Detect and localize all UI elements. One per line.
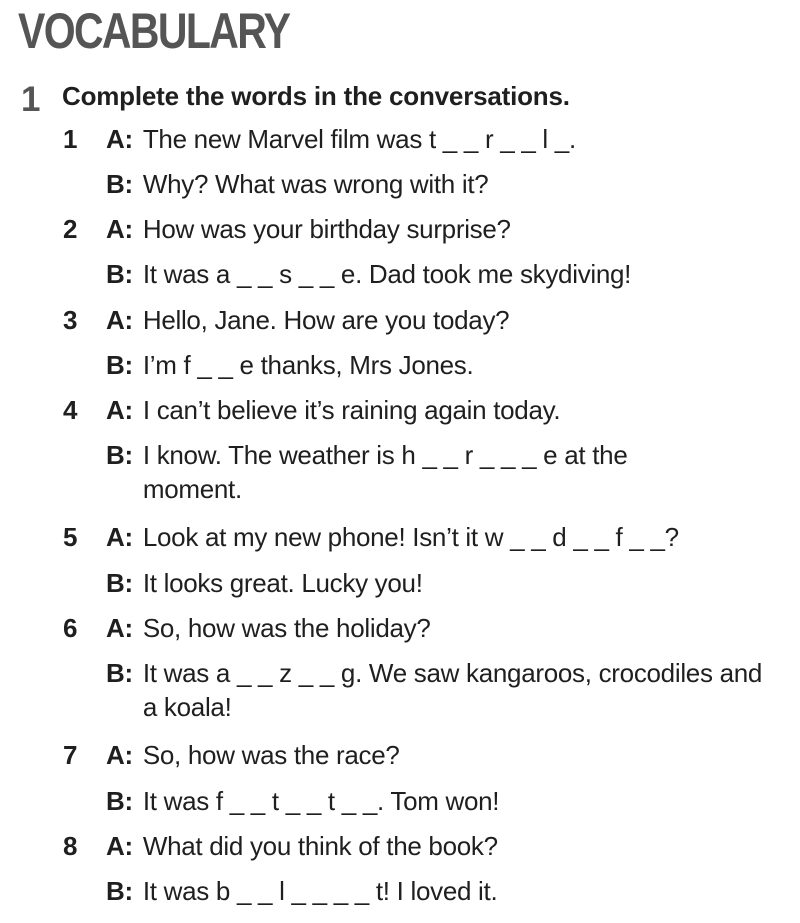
line-text: It was b _ _ l _ _ _ _ t! I loved it. — [142, 876, 498, 906]
line-text: I can’t believe it’s raining again today. — [142, 395, 561, 425]
item-number: 3 — [63, 305, 78, 335]
line-text: Look at my new phone! Isn’t it w _ _ d _ _ f _ _? — [142, 522, 679, 552]
item-number: 7 — [63, 740, 78, 770]
line-b — [106, 257, 631, 291]
line-b — [106, 566, 423, 600]
speaker-label: A: — [106, 395, 133, 425]
line-text: It looks great. Lucky you! — [142, 568, 423, 598]
line-b — [106, 784, 499, 818]
line-b — [106, 874, 497, 908]
line-a — [106, 122, 576, 156]
page-title: VOCABULARY — [18, 3, 290, 59]
speaker-label: B: — [106, 876, 133, 906]
line-a — [106, 829, 498, 863]
line-text: What did you think of the book? — [142, 831, 498, 861]
line-text: The new Marvel film was t _ _ r _ _ l _. — [142, 124, 576, 154]
speaker-label: A: — [106, 522, 133, 552]
item-number: 2 — [63, 214, 78, 244]
line-text: So, how was the race? — [142, 740, 400, 770]
speaker-label: A: — [106, 613, 133, 643]
speaker-label: B: — [106, 786, 133, 816]
line-text: I’m f _ _ e thanks, Mrs Jones. — [142, 350, 474, 380]
speaker-label: A: — [106, 214, 133, 244]
line-text: It was a _ _ z _ _ g. We saw kangaroos, crocodiles and a koala! — [142, 658, 763, 722]
item-number: 5 — [63, 522, 78, 552]
speaker-label: B: — [106, 259, 133, 289]
speaker-label: B: — [106, 169, 133, 199]
line-a — [106, 611, 431, 645]
line-b — [106, 656, 773, 724]
line-text: I know. The weather is h _ _ r _ _ _ e at the moment. — [142, 440, 628, 504]
line-text: It was f _ _ t _ _ t _ _. Tom won! — [142, 786, 500, 816]
line-a — [106, 303, 509, 337]
line-b — [106, 348, 473, 382]
item-number: 8 — [63, 831, 78, 861]
speaker-label: B: — [106, 350, 133, 380]
line-text: It was a _ _ s _ _ e. Dad took me skydiving! — [142, 259, 632, 289]
exercise-number: 1 — [21, 80, 41, 119]
speaker-label: B: — [106, 440, 133, 470]
item-number: 1 — [63, 124, 78, 154]
line-text: So, how was the holiday? — [142, 613, 431, 643]
exercise-instruction: Complete the words in the conversations. — [62, 81, 570, 111]
line-text: How was your birthday surprise? — [142, 214, 511, 244]
speaker-label: A: — [106, 831, 133, 861]
line-a — [106, 520, 679, 554]
item-number: 6 — [63, 613, 78, 643]
line-a — [106, 393, 560, 427]
line-a — [106, 212, 511, 246]
line-text: Why? What was wrong with it? — [142, 169, 489, 199]
item-number: 4 — [63, 395, 78, 425]
line-a — [106, 738, 400, 772]
speaker-label: B: — [106, 658, 133, 688]
speaker-label: A: — [106, 740, 133, 770]
line-b — [106, 438, 723, 506]
speaker-label: B: — [106, 568, 133, 598]
line-text: Hello, Jane. How are you today? — [142, 305, 510, 335]
line-b — [106, 167, 488, 201]
speaker-label: A: — [106, 305, 133, 335]
speaker-label: A: — [106, 124, 133, 154]
